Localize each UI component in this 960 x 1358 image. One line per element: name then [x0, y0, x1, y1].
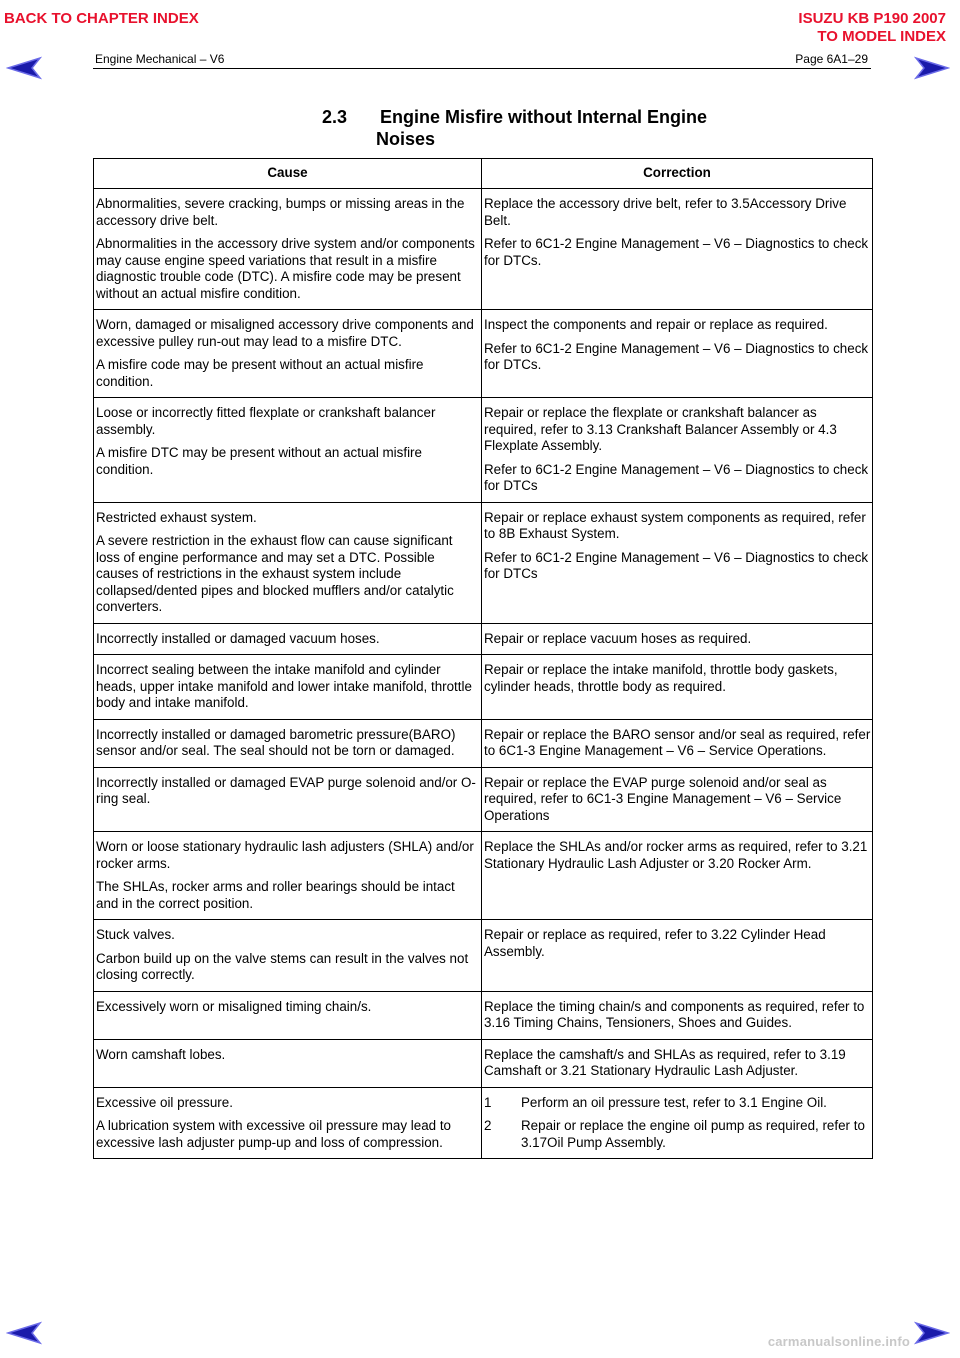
correction-cell — [482, 767, 873, 832]
cause-cell — [94, 767, 482, 832]
cause-cell — [94, 655, 482, 720]
header-divider — [93, 68, 871, 69]
cause-text: A misfire code may be present without an actual misfire condition. — [96, 357, 424, 389]
cause-text: Incorrectly installed or damaged barometric pressure(BARO) sensor and/or seal. The seal should not be torn or damaged. — [96, 726, 456, 758]
cause-text: Restricted exhaust system. — [96, 509, 257, 525]
cause-cell — [94, 1039, 482, 1087]
cause-text: The SHLAs, rocker arms and roller bearings should be intact and in the correct position. — [96, 879, 455, 911]
cause-text: A misfire DTC may be present without an actual misfire condition. — [96, 445, 422, 477]
cause-text: Excessively worn or misaligned timing chain/s. — [96, 998, 372, 1014]
cause-cell — [94, 310, 482, 398]
correction-text: Inspect the components and repair or replace as required. — [484, 317, 828, 332]
section-title-line-1: Engine Misfire without Internal Engine — [380, 107, 708, 127]
cause-text: Stuck valves. — [96, 927, 175, 942]
cause-text: Worn, damaged or misaligned accessory drive components and excessive pulley run-out may lead to a misfire DTC. — [96, 317, 474, 349]
step-text: Repair or replace the engine oil pump as required, refer to 3.17Oil Pump Assembly. — [521, 1118, 865, 1150]
cause-cell — [94, 189, 482, 310]
cause-text: Incorrectly installed or damaged EVAP purge solenoid and/or O-ring seal. — [96, 774, 476, 806]
cause-text: A severe restriction in the exhaust flow can cause significant loss of engine performance and may set a DTC. Possible causes of restrictions in the exhaust system include collapsed/dented pipes and blocked mufflers and/or catalytic converters. — [96, 533, 454, 614]
correction-cell — [482, 832, 873, 920]
cause-text: Abnormalities in the accessory drive system and/or components may cause engine speed variations that result in a misfire diagnostic trouble code (DTC). A misfire code may be present without an actual misfire condition. — [96, 236, 475, 301]
running-header-chapter: Engine Mechanical – V6 — [95, 52, 225, 66]
correction-cell — [482, 623, 873, 655]
correction-cell — [482, 398, 873, 503]
correction-text: Replace the timing chain/s and components as required, refer to 3.16 Timing Chains, Tensioners, Shoes and Guides. — [484, 998, 865, 1030]
table-row — [94, 767, 873, 832]
correction-text: Replace the SHLAs and/or rocker arms as required, refer to 3.21 Stationary Hydraulic Lash Adjuster or 3.20 Rocker Arm. — [484, 839, 868, 871]
correction-text: Repair or replace as required, refer to 3.22 Cylinder Head Assembly. — [484, 927, 826, 959]
correction-cell — [482, 920, 873, 992]
correction-text: Repair or replace the EVAP purge solenoid and/or seal as required, refer to 6C1-3 Engine Management – V6 – Service Operations — [484, 774, 842, 823]
cause-text: Incorrect sealing between the intake manifold and cylinder heads, upper intake manifold and lower intake manifold, throttle body and intake manifold. — [96, 662, 472, 710]
table-row — [94, 398, 873, 503]
cause-text: Abnormalities, severe cracking, bumps or missing areas in the accessory drive belt. — [96, 196, 465, 228]
correction-cell — [482, 310, 873, 398]
section-number: 2.3 — [322, 107, 348, 127]
cause-cell — [94, 502, 482, 623]
correction-cell — [482, 719, 873, 767]
table-row — [94, 1039, 873, 1087]
model-index-block — [798, 10, 946, 46]
correction-text: Repair or replace the flexplate or crankshaft balancer as required, refer to 3.13 Crankshaft Balancer Assembly or 4.3 Flexplate Assembly. — [484, 405, 837, 453]
correction-text: Replace the camshaft/s and SHLAs as required, refer to 3.19 Camshaft or 3.21 Stationary Hydraulic Lash Adjuster. — [484, 1046, 846, 1078]
running-header-page-number: Page 6A1–29 — [795, 52, 868, 66]
footer-watermark: carmanualsonline.info — [767, 1334, 910, 1349]
table-row — [94, 920, 873, 992]
correction-text: Repair or replace vacuum hoses as required. — [484, 630, 752, 646]
correction-cell — [482, 991, 873, 1039]
cause-text: A lubrication system with excessive oil pressure may lead to excessive lash adjuster pump-up and loss of compression. — [96, 1118, 452, 1150]
correction-cell — [482, 1039, 873, 1087]
cause-text: Worn camshaft lobes. — [96, 1046, 226, 1062]
cause-cell — [94, 719, 482, 767]
table-header-row — [94, 159, 873, 189]
correction-text: Refer to 6C1-2 Engine Management – V6 – Diagnostics to check for DTCs. — [484, 236, 869, 268]
table-row — [94, 310, 873, 398]
table-row — [94, 189, 873, 310]
cause-text: Carbon build up on the valve stems can result in the valves not closing correctly. — [96, 950, 469, 982]
cause-text: Excessive oil pressure. — [96, 1094, 233, 1110]
column-header-cause: Cause — [94, 159, 482, 189]
section-title — [322, 106, 802, 150]
step-number: 1 — [484, 1094, 492, 1110]
correction-text: Replace the accessory drive belt, refer to 3.5Accessory Drive Belt. — [484, 196, 847, 228]
cause-cell — [94, 623, 482, 655]
to-model-index-link[interactable]: TO MODEL INDEX — [817, 28, 946, 45]
cause-cell — [94, 398, 482, 503]
table-row — [94, 502, 873, 623]
correction-cell — [482, 189, 873, 310]
cause-cell — [94, 1087, 482, 1159]
step-number: 2 — [484, 1118, 492, 1133]
table-row — [94, 655, 873, 720]
table-row — [94, 623, 873, 655]
model-title-link[interactable]: ISUZU KB P190 2007 — [798, 10, 946, 27]
table-row — [94, 719, 873, 767]
column-header-correction: Correction — [482, 159, 873, 189]
section-title-line-2: Noises — [376, 129, 436, 149]
next-page-arrow-icon[interactable] — [914, 55, 950, 81]
previous-page-bottom-arrow-icon[interactable] — [6, 1320, 42, 1346]
correction-cell — [482, 1087, 873, 1159]
correction-cell — [482, 655, 873, 720]
cause-text: Loose or incorrectly fitted flexplate or crankshaft balancer assembly. — [96, 405, 436, 437]
correction-cell — [482, 502, 873, 623]
correction-text: Refer to 6C1-2 Engine Management – V6 – Diagnostics to check for DTCs. — [484, 340, 869, 372]
correction-text: Refer to 6C1-2 Engine Management – V6 – Diagnostics to check for DTCs — [484, 461, 869, 493]
previous-page-arrow-icon[interactable] — [6, 55, 42, 81]
correction-text: Refer to 6C1-2 Engine Management – V6 – Diagnostics to check for DTCs — [484, 549, 869, 581]
cause-text: Incorrectly installed or damaged vacuum hoses. — [96, 630, 380, 646]
table-row — [94, 1087, 873, 1159]
correction-text: Repair or replace exhaust system components as required, refer to 8B Exhaust System. — [484, 509, 866, 541]
back-to-chapter-index-link[interactable]: BACK TO CHAPTER INDEX — [4, 10, 199, 27]
cause-cell — [94, 920, 482, 992]
correction-text: Repair or replace the BARO sensor and/or seal as required, refer to 6C1-3 Engine Management – V6 – Service Operations. — [484, 726, 871, 758]
table-row — [94, 991, 873, 1039]
correction-text: Repair or replace the intake manifold, throttle body gaskets, cylinder heads, throttle body as required. — [484, 662, 838, 694]
cause-cell — [94, 991, 482, 1039]
correction-step — [484, 1095, 871, 1112]
next-page-bottom-arrow-icon[interactable] — [914, 1320, 950, 1346]
cause-correction-table — [93, 158, 873, 1159]
step-text: Perform an oil pressure test, refer to 3.1 Engine Oil. — [521, 1094, 827, 1110]
cause-text: Worn or loose stationary hydraulic lash adjusters (SHLA) and/or rocker arms. — [96, 839, 474, 871]
cause-cell — [94, 832, 482, 920]
table-row — [94, 832, 873, 920]
correction-step — [484, 1118, 871, 1151]
